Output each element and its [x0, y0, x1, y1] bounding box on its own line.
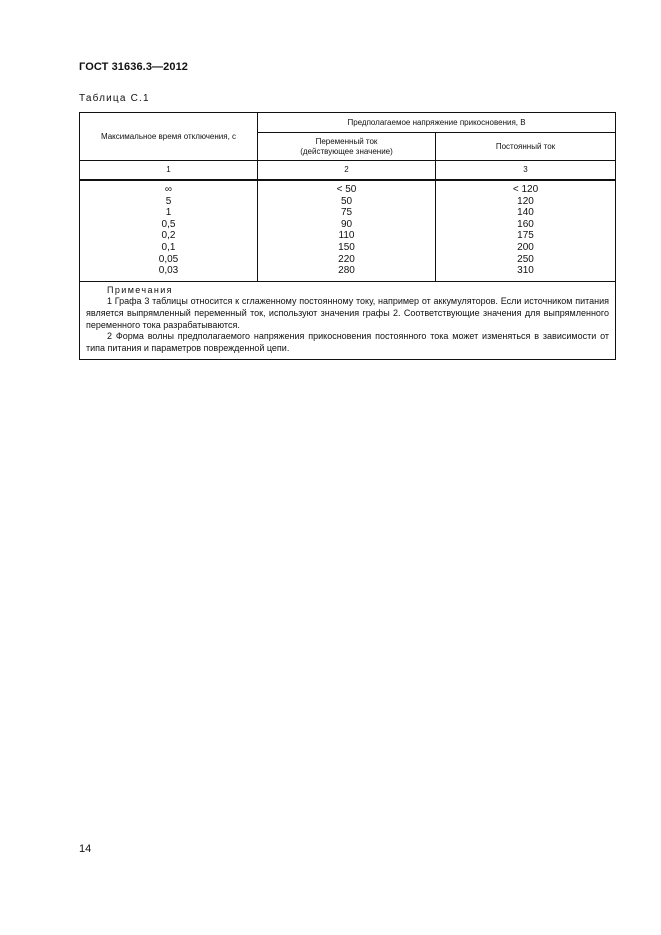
ac-value: 110 [338, 230, 355, 242]
notes-row [80, 281, 616, 360]
dc-value: 140 [517, 207, 534, 219]
dc-column [436, 180, 616, 281]
document-code: ГОСТ 31636.3—2012 [79, 61, 189, 73]
note-2: 2 Форма волны предполагаемого напряжения прикосновения постоянного тока может изменяться в зависимости от типа питания и параметров поврежденной цепи. [86, 331, 610, 353]
time-value: 0,5 [161, 218, 176, 230]
dc-value: 310 [517, 265, 534, 277]
table-caption: Таблица С.1 [79, 93, 150, 104]
dc-value: 160 [517, 218, 534, 230]
table-header-row-1 [80, 113, 616, 133]
table-data-row [80, 180, 616, 281]
note-1: 1 Графа 3 таблицы относится к сглаженному постоянному току, например от аккумуляторов. Если источником питания является выпрямленный переменный ток, используют значения графы 2. Соответствующие значения для выпрямленного переменного тока разрабатываются. [86, 296, 610, 330]
col-number-1: 1 [80, 161, 258, 181]
dc-value: 175 [517, 230, 534, 242]
ac-value: 50 [340, 195, 353, 207]
col-number-3: 3 [436, 161, 616, 181]
ac-value: 75 [340, 207, 353, 219]
notes-cell [80, 281, 616, 360]
dc-value: 250 [517, 253, 534, 265]
col2-header [258, 133, 436, 161]
ac-value: 90 [340, 218, 353, 230]
time-value: ∞ [164, 184, 173, 195]
ac-column [258, 180, 436, 281]
col2-header-line1: Переменный ток [315, 136, 378, 146]
time-value: 1 [165, 207, 172, 219]
ac-value: 280 [338, 265, 355, 277]
time-value: 0,2 [161, 230, 176, 242]
dc-value: 120 [517, 195, 534, 207]
col-number-2: 2 [258, 161, 436, 181]
data-table [79, 112, 615, 360]
ac-value: 220 [338, 253, 355, 265]
voltage-group-header: Предполагаемое напряжение прикосновения, В [258, 113, 616, 133]
column-numbers-row [80, 161, 616, 181]
page-number: 14 [79, 843, 92, 855]
col3-header: Постоянный ток [436, 133, 616, 161]
dc-value: < 120 [512, 184, 539, 195]
notes-title: Примечания [107, 284, 173, 295]
time-value: 0,05 [158, 253, 179, 265]
time-value: 0,1 [161, 241, 176, 253]
col2-header-line2: (действующее значение) [300, 146, 393, 156]
ac-value: 150 [338, 241, 355, 253]
voltage-time-table [79, 112, 616, 360]
dc-value: 200 [517, 241, 534, 253]
col1-header: Максимальное время отключения, с [80, 113, 258, 161]
time-value: 5 [165, 195, 172, 207]
ac-value: < 50 [336, 184, 357, 195]
time-column [80, 180, 258, 281]
time-value: 0,03 [158, 265, 179, 277]
